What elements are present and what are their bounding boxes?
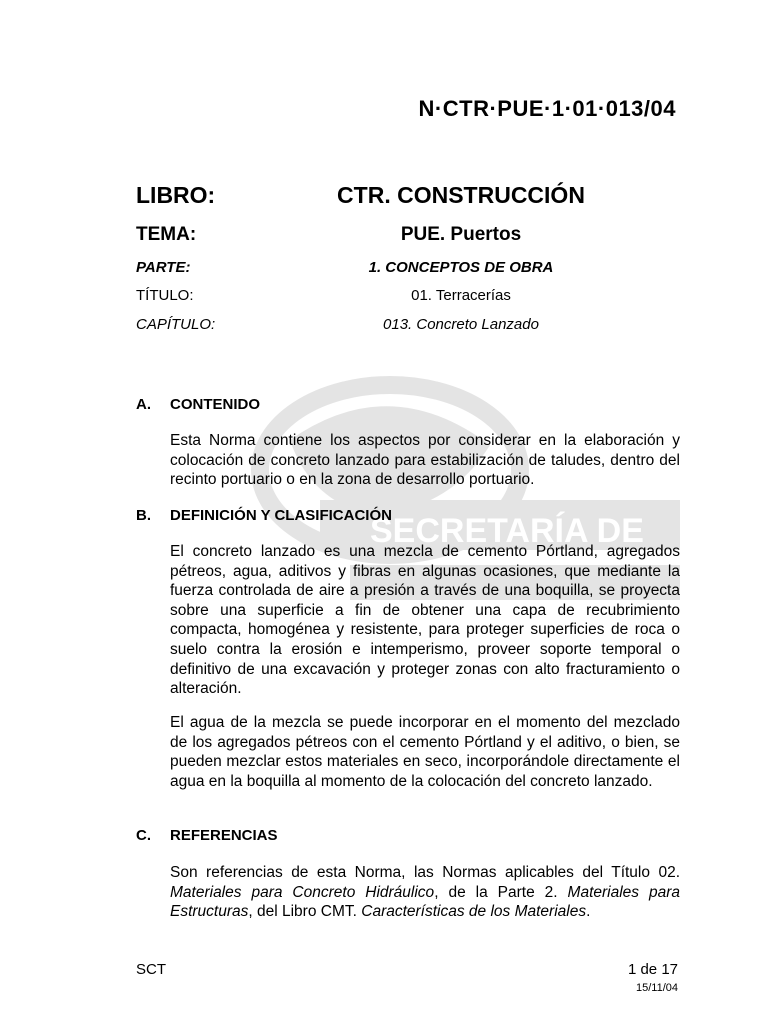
document-code: N·CTR·PUE·1·01·013/04 [418,96,676,121]
section-letter: B. [136,507,151,524]
ref-italic: Características de los Materiales [361,903,587,921]
footer-organization: SCT [136,961,166,978]
libro-label: LIBRO: [136,182,216,208]
section-b-heading [136,507,392,524]
section-title: DEFINICIÓN Y CLASIFICACIÓN [170,507,392,524]
page-number: 1 de 17 [627,961,678,978]
paragraph: El concreto lanzado es una mezcla de cemento Pórtland, agregados pétreos, agua, aditivos y fibras en algunas ocasiones, que mediante la fuerza controlada de aire a presión a través de una boquilla, se proyecta sobre una superficie a fin de obtener una capa de recubrimiento compacta, homogénea y resistente, para proteger superficies de roca o suelo contra la erosión e intemperismo, proveer soporte temporal o definitivo de una excavación y proteger zonas con alto fracturamiento o alteración. [170,543,680,698]
footer-date: 15/11/04 [635,982,678,994]
tema-value: PUE. Puertos [400,224,522,245]
parte-value: 1. CONCEPTOS DE OBRA [368,259,554,276]
section-letter: C. [136,827,151,844]
libro-value: CTR. CONSTRUCCIÓN [337,182,585,208]
tema-label: TEMA: [136,224,197,245]
titulo-value: 01. Terracerías [411,287,511,304]
section-title: REFERENCIAS [170,827,278,844]
section-a-heading [136,396,260,413]
capitulo-label: CAPÍTULO: [136,316,216,333]
section-c-heading [136,827,278,844]
ref-text: , del Libro CMT. [248,903,362,921]
ref-text: , de la Parte 2. [434,883,568,901]
ref-text: Son referencias de esta Norma, las Normas aplicables del Título 02. [170,864,680,881]
parte-label: PARTE: [136,259,191,276]
ref-italic: Materiales para Concreto Hidráulico [170,883,435,901]
references-paragraph [170,863,680,922]
paragraph: Esta Norma contiene los aspectos por considerar en la elaboración y colocación de concreto lanzado para estabilización de taludes, dentro del recinto portuario o en la zona de desarrollo portuario. [170,432,680,489]
capitulo-value: 013. Concreto Lanzado [383,316,539,333]
watermark-text: SECRETARÍA DE [370,512,644,550]
titulo-label: TÍTULO: [136,287,194,304]
ref-text: . [586,903,591,921]
section-letter: A. [136,396,151,413]
section-title: CONTENIDO [170,396,260,413]
paragraph: El agua de la mezcla se puede incorporar en el momento del mezclado de los agregados pétreos con el cemento Pórtland y el aditivo, o bien, se pueden mezclar estos materiales en seco, incorporándole directamente el agua en la boquilla al momento de la colocación del concreto lanzado. [170,714,680,790]
ref-italic: Materiales para Estructuras [170,883,681,921]
